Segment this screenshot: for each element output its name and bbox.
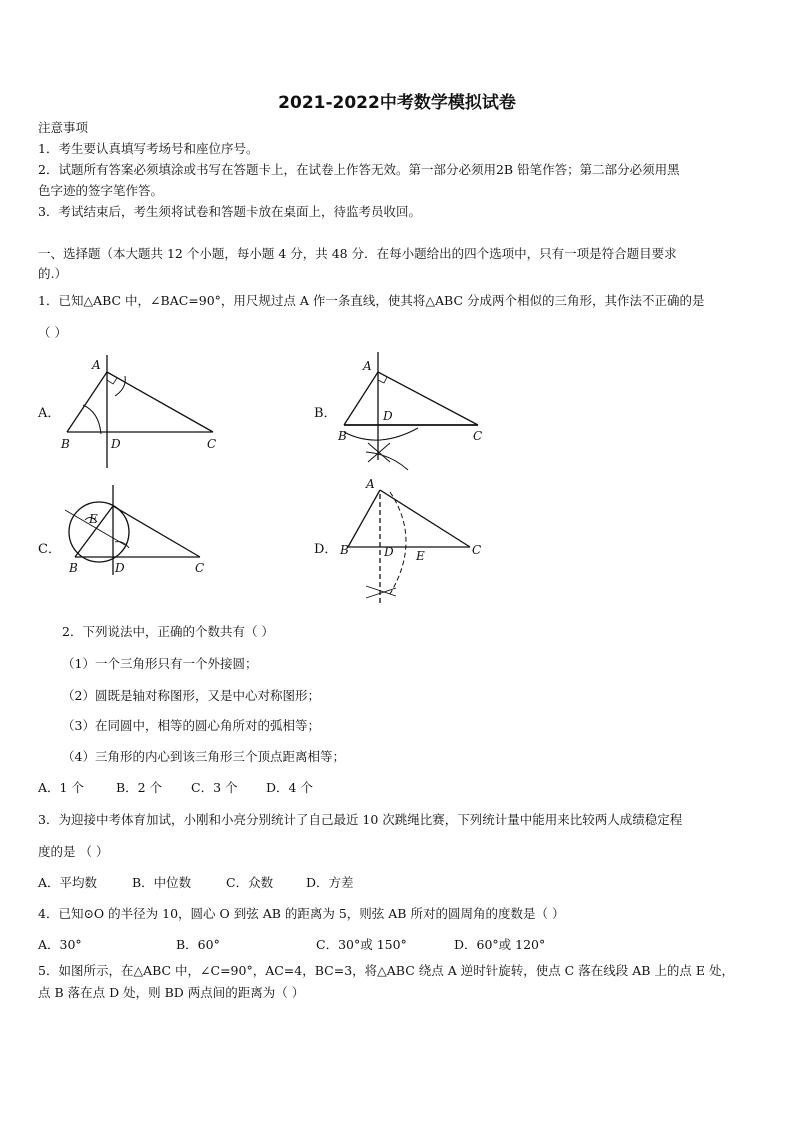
q1-option-b-label: B． xyxy=(314,406,337,421)
q3-option: A．平均数 xyxy=(38,875,98,890)
notice-item: 色字迹的签字笔作答。 xyxy=(38,183,164,198)
q4-option: A．30° xyxy=(38,937,82,952)
q1-figure-a xyxy=(55,350,230,470)
q1-c-point-label: E xyxy=(89,512,98,526)
section-heading: 一、选择题（本大题共 12 个小题，每小题 4 分，共 48 分．在每小题给出的四个选项中，只有一项是符合题目要求 xyxy=(38,246,677,261)
q3-option: B．中位数 xyxy=(132,875,192,890)
q2-option: D．4 个 xyxy=(266,780,313,795)
q1-d-point-label: C xyxy=(472,543,482,557)
q1-c-point-label: C xyxy=(195,561,205,575)
q1-b-point-label: B xyxy=(338,429,347,443)
q2-option: C．3 个 xyxy=(191,780,238,795)
q1-a-point-label: D xyxy=(111,437,121,451)
q1-option-c-label: C． xyxy=(38,542,61,557)
notice-item: 1．考生要认真填写考场号和座位序号。 xyxy=(38,141,259,156)
notice-item: 3．考试结束后，考生须将试卷和答题卡放在桌面上，待监考员收回。 xyxy=(38,204,421,219)
q1-figure-c xyxy=(55,480,215,580)
q1-stem-cont: （ ） xyxy=(38,325,67,340)
q4-stem: 4．已知⊙O 的半径为 10，圆心 O 到弦 AB 的距离为 5，则弦 AB 所对的圆周角的度数是（ ） xyxy=(38,906,565,921)
q3-stem-cont: 度的是 （ ） xyxy=(38,844,109,859)
q2-option: A．1 个 xyxy=(38,780,84,795)
q3-option: C．众数 xyxy=(226,875,274,890)
q2-option: B．2 个 xyxy=(116,780,163,795)
q1-b-point-label: C xyxy=(473,429,483,443)
q1-d-point-label: D xyxy=(384,545,394,559)
q4-option: B．60° xyxy=(176,937,220,952)
q5-stem-cont: 点 B 落在点 D 处，则 BD 两点间的距离为（ ） xyxy=(38,985,305,1000)
q1-figure-b xyxy=(330,350,500,475)
q2-stem: 2．下列说法中，正确的个数共有（ ） xyxy=(62,624,274,639)
q1-d-point-label: E xyxy=(416,549,425,563)
q4-options xyxy=(38,937,758,953)
q4-option: D．60°或 120° xyxy=(454,937,546,952)
q1-option-a-label: A． xyxy=(38,406,61,421)
q1-a-point-label: B xyxy=(61,437,70,451)
notice-item: 2．试题所有答案必须填涂或书写在答题卡上，在试卷上作答无效。第一部分必须用2B 铅笔作答；第二部分必须用黑 xyxy=(38,162,680,177)
q3-stem: 3．为迎接中考体育加试，小刚和小亮分别统计了自己最近 10 次跳绳比赛，下列统计量中能用来比较两人成绩稳定程 xyxy=(38,812,683,827)
section-heading-cont: 的.） xyxy=(38,266,67,281)
q1-stem: 1．已知△ABC 中，∠BAC=90°，用尺规过点 A 作一条直线，使其将△ABC 分成两个相似的三角形，其作法不正确的是 xyxy=(38,293,705,308)
q3-options xyxy=(38,875,758,891)
q1-a-point-label: C xyxy=(207,437,217,451)
q3-option: D．方差 xyxy=(306,875,354,890)
q1-a-point-label: A xyxy=(92,358,101,372)
exam-title: 2021-2022中考数学模拟试卷 xyxy=(278,93,516,113)
q1-d-point-label: B xyxy=(340,543,349,557)
q1-c-point-label: D xyxy=(115,561,125,575)
q1-option-d-label: D． xyxy=(314,542,338,557)
q4-option: C．30°或 150° xyxy=(316,937,407,952)
q1-d-point-label: A xyxy=(366,477,375,491)
q1-b-point-label: A xyxy=(363,359,372,373)
q1-figure-d xyxy=(330,470,490,615)
q1-b-point-label: D xyxy=(383,409,393,423)
q1-c-point-label: B xyxy=(69,561,78,575)
notice-heading: 注意事项 xyxy=(38,120,89,135)
q5-stem: 5．如图所示，在△ABC 中，∠C=90°，AC=4，BC=3，将△ABC 绕点 A 逆时针旋转，使点 C 落在线段 AB 上的点 E 处， xyxy=(38,963,734,978)
q2-item: （1）一个三角形只有一个外接圆； xyxy=(62,656,258,671)
q2-options xyxy=(38,780,758,796)
q2-item: （3）在同圆中，相等的圆心角所对的弧相等； xyxy=(62,718,320,733)
q2-item: （4）三角形的内心到该三角形三个顶点距离相等； xyxy=(62,749,345,764)
q2-item: （2）圆既是轴对称图形，又是中心对称图形； xyxy=(62,688,320,703)
